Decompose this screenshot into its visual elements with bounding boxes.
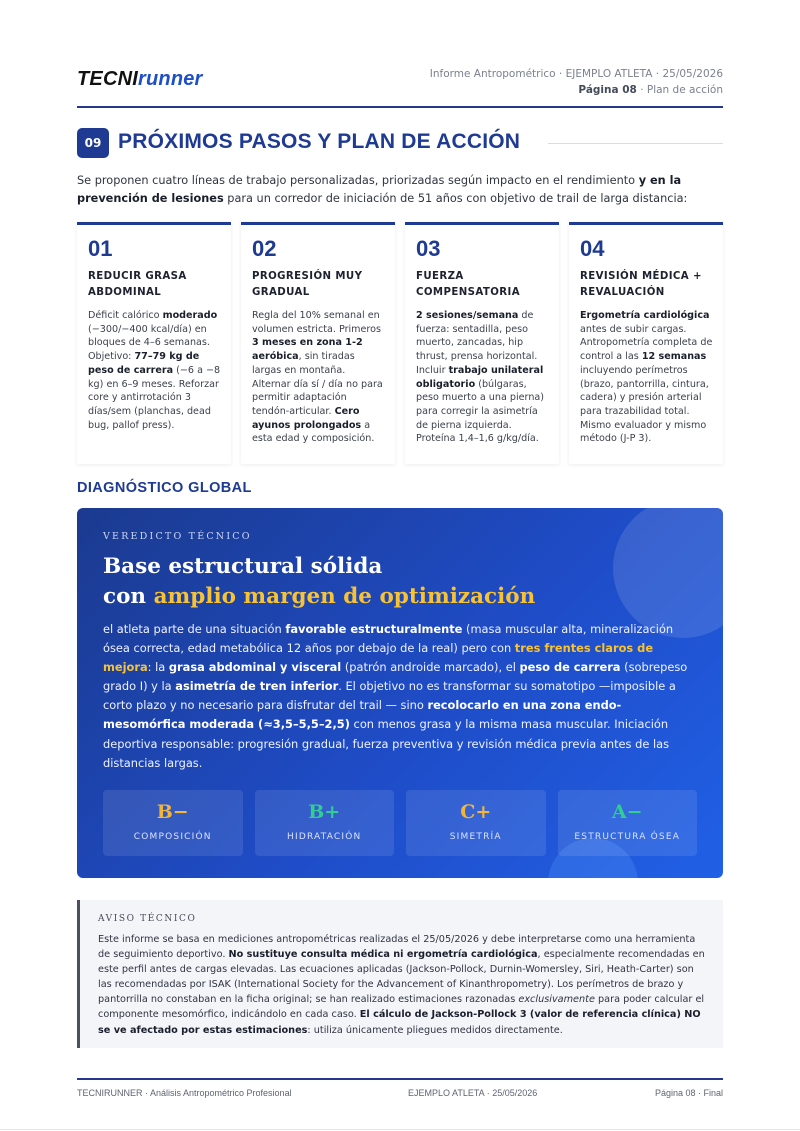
card-number: 03 xyxy=(416,236,441,261)
text-run: , especialmente recomendadas en este perfil antes de cargas elevadas. Las ecuaciones aplicadas (Jackson-Pollock, Durnin-Womersley, Siri, Heath-Carter) son las recomendadas por ISAK (International Society for the Advancement of Kinanthropometry). Los perímetros de brazo y pantorrilla no constaban en la ficha original; se han realizado estimaciones razonadas xyxy=(98,949,705,1006)
text-run: incluyendo perímetros (brazo, pantorrilla, cintura, cadera) y presión arterial para trazabilidad total. Mismo evaluador y mismo método (J-P 3). xyxy=(580,364,709,445)
grade-card xyxy=(558,790,698,856)
text-run: Este informe se basa en mediciones antropométricas realizadas el 25/05/2026 y debe interpretarse como una herramienta de seguimiento deportivo. xyxy=(98,934,696,961)
verdict-headline-highlight: amplio margen de optimización xyxy=(153,584,536,609)
section-title: PRÓXIMOS PASOS Y PLAN DE ACCIÓN xyxy=(118,130,521,153)
text-run: el atleta parte de una situación xyxy=(103,622,286,636)
text-run: Se proponen cuatro líneas de trabajo personalizadas, priorizadas según impacto en el rendimiento xyxy=(77,174,639,187)
grade-card xyxy=(406,790,546,856)
footer-left: TECNIRUNNER · Análisis Antropométrico Profesional xyxy=(77,1088,292,1098)
text-run: Ergometría cardiológica xyxy=(580,310,710,321)
verdict-headline xyxy=(103,552,535,612)
text-run: (búlgaras, peso muerto a una pierna) para corregir la asimetría de pierna izquierda. Proteína 1,4–1,6 g/kg/día. xyxy=(416,378,545,445)
grade-value: B+ xyxy=(308,801,341,823)
text-run: Déficit calórico xyxy=(88,310,163,321)
text-run: Cero ayunos prolongados xyxy=(252,405,362,431)
section-title-rule xyxy=(548,143,723,144)
card-title: PROGRESIÓN MUY GRADUAL xyxy=(252,271,363,298)
grade-label: HIDRATACIÓN xyxy=(287,832,362,842)
text-run: asimetría de tren inferior xyxy=(175,679,339,694)
text-run: : la xyxy=(147,660,169,675)
brand-logo xyxy=(77,68,203,91)
notice-text xyxy=(98,932,705,1038)
verdict-panel xyxy=(77,508,723,878)
card-body xyxy=(252,309,385,446)
text-run: para un corredor de iniciación de 51 años con objetivo de trail de larga distancia: xyxy=(223,192,688,205)
footer-center: EJEMPLO ATLETA · 25/05/2026 xyxy=(408,1088,538,1098)
footer-divider xyxy=(77,1078,723,1080)
verdict-kicker: VEREDICTO TÉCNICO xyxy=(103,531,252,542)
grade-label: COMPOSICIÓN xyxy=(133,832,212,842)
text-run: (−6 a −8 kg) en 6–9 meses. Reforzar core y antirrotación 3 días/sem (planchas, dead bug, pallof press). xyxy=(88,364,221,431)
header-divider xyxy=(77,106,723,108)
logo-part-1: TECNI xyxy=(77,68,138,90)
card-body xyxy=(416,309,549,446)
grade-value: A− xyxy=(611,801,643,823)
card-body xyxy=(88,309,221,432)
verdict-headline-prefix: con xyxy=(103,584,154,609)
footer-right: Página 08 · Final xyxy=(654,1088,723,1098)
grade-value: C+ xyxy=(460,801,492,823)
header-meta xyxy=(430,66,723,98)
decorative-circle xyxy=(613,508,723,638)
text-run: 3 meses en zona 1-2 aeróbica xyxy=(252,337,363,363)
text-run: El cálculo de Jackson-Pollock 3 (valor de referencia clínica) NO se ve afectado por estas estimaciones xyxy=(98,1009,701,1036)
verdict-headline-line-1: Base estructural sólida xyxy=(103,554,383,579)
card-title: FUERZA COMPENSATORIA xyxy=(416,271,520,298)
verdict-text xyxy=(103,620,699,773)
verdict-headline-line-2 xyxy=(103,582,535,612)
text-run: grasa abdominal y visceral xyxy=(168,660,342,675)
text-run: de fuerza: sentadilla, peso muerto, zancadas, hip thrust, prensa horizontal. Incluir xyxy=(416,310,538,376)
page-indicator xyxy=(430,82,723,98)
text-run: No sustituye consulta médica ni ergometría cardiológica xyxy=(228,949,538,961)
text-run: trabajo unilateral obligatorio xyxy=(416,364,544,390)
card-number: 02 xyxy=(252,236,277,261)
text-run: 2 sesiones/semana xyxy=(416,310,519,321)
text-run: (patrón androide marcado), el xyxy=(341,660,520,675)
action-card xyxy=(241,222,395,464)
text-run: Regla del 10% semanal en volumen estricta. Primeros xyxy=(252,310,382,335)
card-body xyxy=(580,309,713,446)
notice-kicker: AVISO TÉCNICO xyxy=(98,914,197,924)
diagnosis-title: DIAGNÓSTICO GLOBAL xyxy=(77,480,252,496)
text-run: para poder calcular el componente mesomórfico, indicándolo en cada caso. xyxy=(98,994,705,1021)
action-card xyxy=(77,222,231,464)
card-number: 01 xyxy=(88,236,113,261)
text-run: (sobrepeso grado I) y la xyxy=(103,660,688,694)
text-run: recolocarlo en una zona endo-mesomórfica moderada (≈3,5–5,5–2,5) xyxy=(103,698,622,732)
text-run: a esta edad y composición. xyxy=(252,419,375,445)
text-run: (−300/−400 kcal/día) en bloques de 4–6 semanas. Objetivo: xyxy=(88,323,210,363)
page-edge-line xyxy=(0,1129,800,1130)
card-title: REVISIÓN MÉDICA + REVALUACIÓN xyxy=(580,271,702,298)
grade-label: ESTRUCTURA ÓSEA xyxy=(574,832,681,842)
text-run: 12 semanas xyxy=(641,351,707,363)
grade-value: B− xyxy=(156,801,189,823)
grade-card xyxy=(255,790,395,856)
card-title: REDUCIR GRASA ABDOMINAL xyxy=(88,271,187,298)
text-run: : utiliza únicamente pliegues medidos directamente. xyxy=(307,1024,563,1036)
text-run: antes de subir cargas. Antropometría completa de control a las xyxy=(580,323,713,363)
page-section: · Plan de acción xyxy=(636,84,723,96)
text-run: . El objetivo no es transformar su somatotipo —imposible a corto plazo y no necesario para disfrutar del trail — sino xyxy=(103,679,676,713)
page-label: Página 08 xyxy=(578,84,637,96)
grade-label: SIMETRÍA xyxy=(449,832,502,842)
text-run: favorable estructuralmente xyxy=(285,622,463,636)
text-run: (masa muscular alta, mineralización ósea correcta, edad metabólica 12 años por debajo de la real) pero con xyxy=(103,622,674,656)
section-intro xyxy=(77,172,723,208)
action-cards xyxy=(77,222,723,464)
report-line: Informe Antropométrico · EJEMPLO ATLETA · 25/05/2026 xyxy=(429,68,723,80)
text-run: y en la prevención de lesiones xyxy=(77,174,682,205)
text-run: , sin tiradas largas en montaña. Alternar día sí / día no para permitir adaptación tendón-articular. xyxy=(252,351,383,417)
grade-card xyxy=(103,790,243,856)
section-number-badge: 09 xyxy=(77,128,109,158)
text-run: peso de carrera xyxy=(519,660,621,675)
technical-notice xyxy=(77,900,723,1048)
text-run: con menos grasa y la misma masa muscular. Iniciación deportiva responsable: progresión gradual, fuerza preventiva y revisión médica previa antes de las distancias largas. xyxy=(103,717,670,770)
text-run: 77–79 kg de peso de carrera xyxy=(88,351,200,376)
action-card xyxy=(405,222,559,464)
action-card xyxy=(569,222,723,464)
text-run: exclusivamente xyxy=(518,994,595,1006)
grade-cards xyxy=(103,790,697,856)
text-run: tres frentes claros de mejora xyxy=(103,641,654,675)
card-number: 04 xyxy=(580,236,605,261)
logo-part-2: runner xyxy=(138,68,203,90)
text-run: moderado xyxy=(162,310,218,321)
